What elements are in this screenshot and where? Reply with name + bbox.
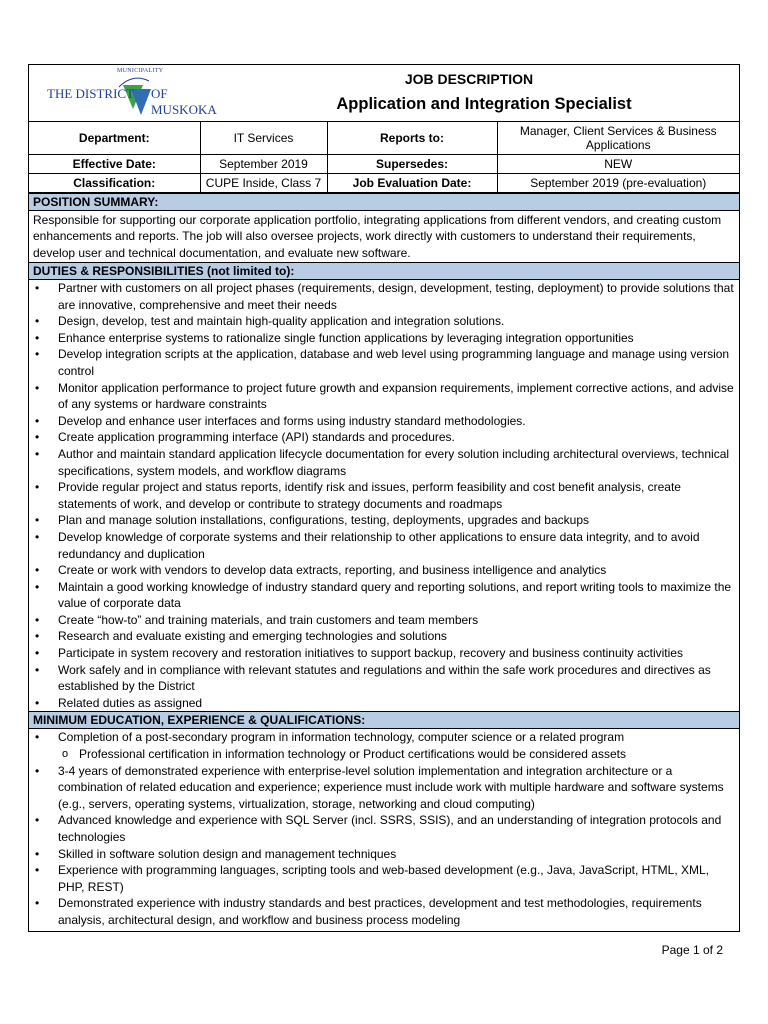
table-row xyxy=(29,154,739,173)
logo-right-text: OF MUSKOKA xyxy=(151,86,217,117)
table-row xyxy=(29,173,739,192)
position-summary-heading: POSITION SUMMARY: xyxy=(29,193,739,211)
list-item: • Provide regular project and status reports, identify risk and issues, perform feasibility and cost benefit analysis, create statements of work, and develop or contribute to strategy documents and roadmaps xyxy=(58,479,735,512)
document-type: JOB DESCRIPTION xyxy=(404,71,534,87)
list-item: • Create “how-to” and training materials, and train customers and team members xyxy=(58,612,735,629)
list-item: • Create or work with vendors to develop data extracts, reporting, and business intelligence and analytics xyxy=(58,562,735,579)
effective-date-label: Effective Date: xyxy=(29,154,200,173)
list-item xyxy=(58,729,735,762)
job-evaluation-date-value: September 2019 (pre-evaluation) xyxy=(497,173,739,192)
table-row xyxy=(29,122,739,154)
qualifications-list xyxy=(29,729,739,930)
district-of-muskoka-logo xyxy=(29,65,229,121)
duties-list xyxy=(29,280,739,711)
list-item: • Develop and enhance user interfaces and forms using industry standard methodologies. xyxy=(58,413,735,430)
list-item: • 3-4 years of demonstrated experience with enterprise-level solution implementation and integration architecture or a combination of related education and experience; experience must include work with multiple hardware and software systems (e.g., servers, operating systems, virtualization, storage, networking and cloud computing) xyxy=(58,763,735,813)
list-item: • Maintain a good working knowledge of industry standard query and reporting solutions, and report writing tools to maximize the value of corporate data xyxy=(58,579,735,612)
list-item: • Experience with programming languages, scripting tools and web-based development (e.g., Java, JavaScript, HTML, XML, PHP, REST) xyxy=(58,862,735,895)
document-header xyxy=(29,65,739,122)
list-item: • Develop knowledge of corporate systems and their relationship to other applications to ensure data integrity, and to avoid redundancy and duplication xyxy=(58,529,735,562)
list-item: • Skilled in software solution design and management techniques xyxy=(58,846,735,863)
job-evaluation-date-label: Job Evaluation Date: xyxy=(327,173,497,192)
department-value: IT Services xyxy=(200,122,327,154)
sub-list xyxy=(58,746,735,763)
list-item: • Partner with customers on all project phases (requirements, design, development, testing, deployment) to provide solutions that are innovative, comprehensive and meet their needs xyxy=(58,280,735,313)
list-item: • Develop integration scripts at the application, database and web level using programming language and manage using version control xyxy=(58,346,735,379)
sub-list-item: o Professional certification in information technology or Product certifications would be considered assets xyxy=(79,746,735,763)
job-description-document xyxy=(28,64,740,932)
list-item: • Enhance enterprise systems to rationalize single function applications by leveraging integration opportunities xyxy=(58,330,735,347)
classification-value: CUPE Inside, Class 7 xyxy=(200,173,327,192)
list-item: • Research and evaluate existing and emerging technologies and solutions xyxy=(58,628,735,645)
logo-left-text: THE DISTRICT xyxy=(47,86,135,101)
list-item: • Work safely and in compliance with relevant statutes and regulations and within the safe work procedures and directives as established by the District xyxy=(58,662,735,695)
supersedes-label: Supersedes: xyxy=(327,154,497,173)
duties-heading: DUTIES & RESPONSIBILITIES (not limited to): xyxy=(29,262,739,280)
list-item: • Create application programming interface (API) standards and procedures. xyxy=(58,429,735,446)
job-meta-table xyxy=(29,122,739,193)
job-title: Application and Integration Specialist xyxy=(336,95,632,113)
reports-to-value: Manager, Client Services & Business Applications xyxy=(497,122,739,154)
qualifications-heading: MINIMUM EDUCATION, EXPERIENCE & QUALIFICATIONS: xyxy=(29,711,739,729)
department-label: Department: xyxy=(29,122,200,154)
classification-label: Classification: xyxy=(29,173,200,192)
list-item: • Advanced knowledge and experience with SQL Server (incl. SSRS, SSIS), and an understanding of integration protocols and technologies xyxy=(58,812,735,845)
list-item: • Monitor application performance to project future growth and expansion requirements, implement corrective actions, and advise of any systems or hardware constraints xyxy=(58,380,735,413)
effective-date-value: September 2019 xyxy=(200,154,327,173)
list-item: • Participate in system recovery and restoration initiatives to support backup, recovery and business continuity activities xyxy=(58,645,735,662)
supersedes-value: NEW xyxy=(497,154,739,173)
logo-arc-text: MUNICIPALITY xyxy=(117,68,164,74)
list-item: • Plan and manage solution installations, configurations, testing, deployments, upgrades and backups xyxy=(58,512,735,529)
list-item: • Design, develop, test and maintain high-quality application and integration solutions. xyxy=(58,313,735,330)
list-item: • Author and maintain standard application lifecycle documentation for every solution including architectural overviews, technical specifications, system models, and workflow diagrams xyxy=(58,446,735,479)
list-item: • Demonstrated experience with industry standards and best practices, development and test methodologies, requirements analysis, architectural design, and workflow and business process modeling xyxy=(58,895,735,928)
position-summary-text: Responsible for supporting our corporate application portfolio, integrating applications from different vendors, and creating custom enhancements and reports. The job will also oversee projects, work directly with customers to understand their requirements, develop user and technical documentation, and evaluate new software. xyxy=(33,212,722,260)
list-item: • Related duties as assigned xyxy=(58,695,735,712)
page-number: Page 1 of 2 xyxy=(661,943,723,957)
title-box xyxy=(229,65,739,121)
list-item-text: Completion of a post-secondary program in information technology, computer science or a related program xyxy=(58,730,625,745)
reports-to-label: Reports to: xyxy=(327,122,497,154)
